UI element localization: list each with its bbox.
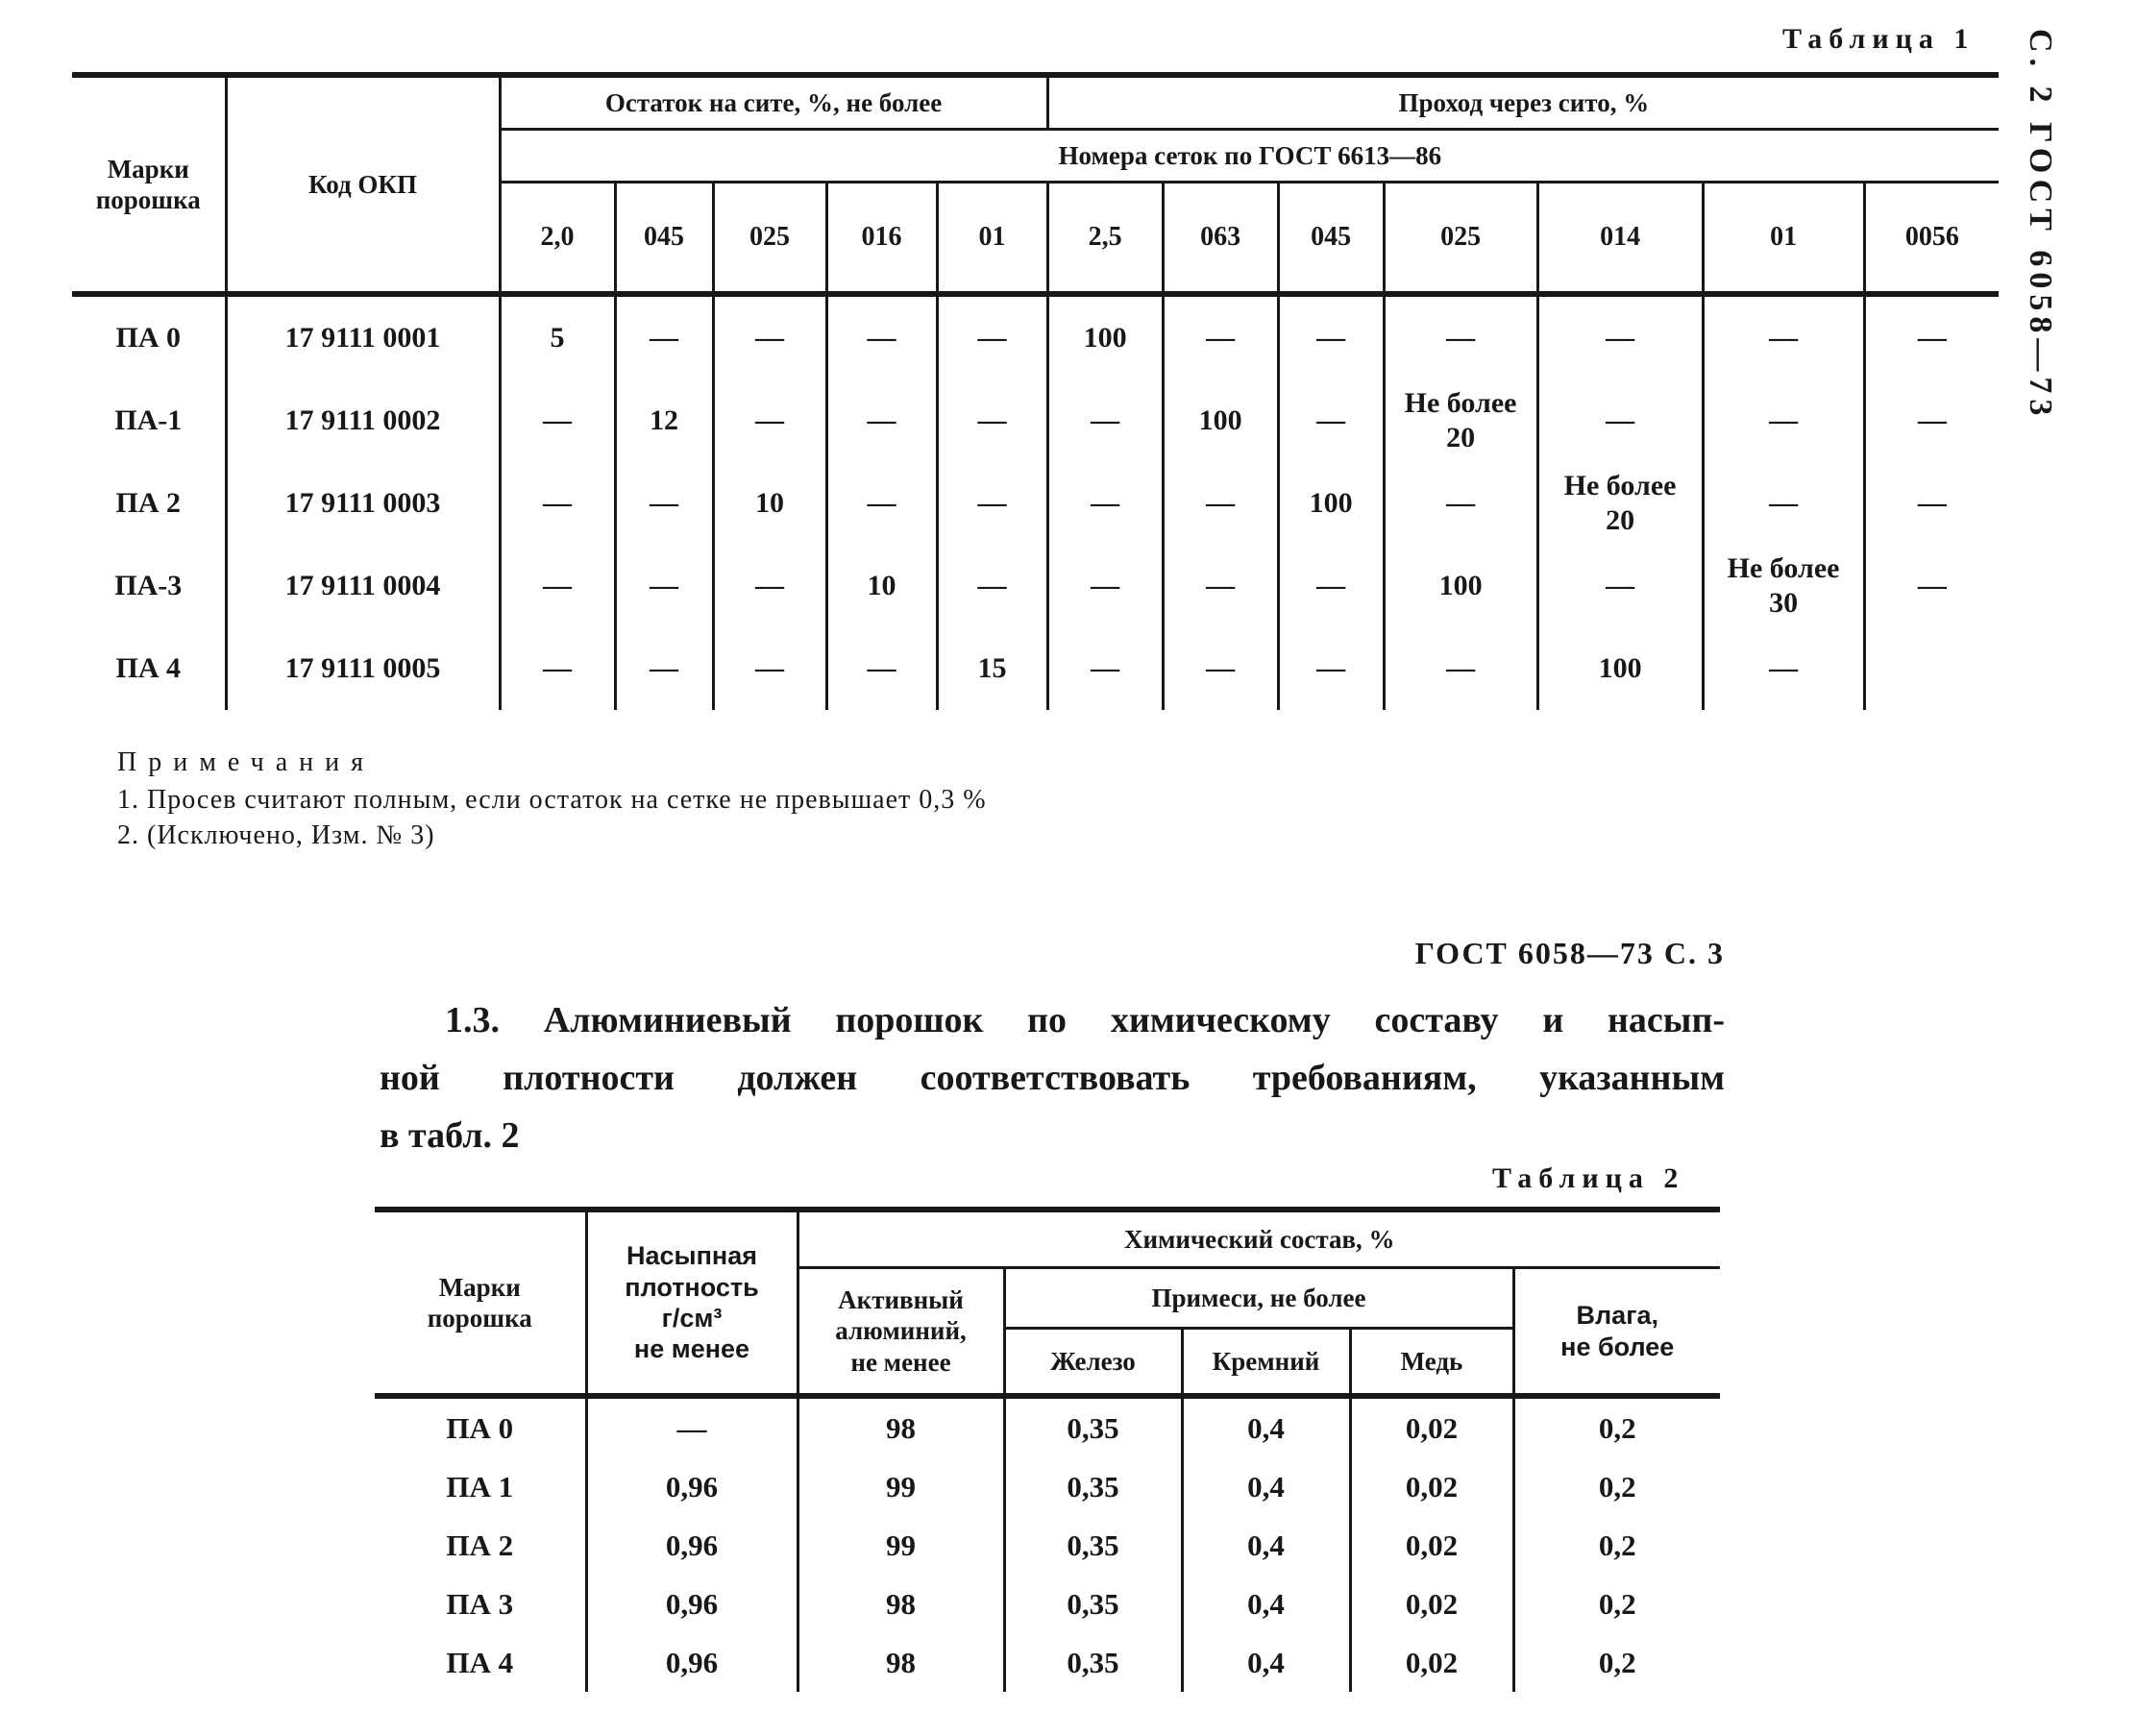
table-cell: 0,4 <box>1182 1516 1350 1575</box>
table-cell: — <box>1537 545 1703 627</box>
t2-header-impurities: Примеси, не более <box>1004 1268 1513 1329</box>
t2-header-bulk-density: Насыпная плотность г/см³ не менее <box>586 1210 798 1396</box>
table-cell: 17 9111 0001 <box>226 294 500 379</box>
table-cell: 0,35 <box>1004 1575 1182 1633</box>
table-cell: 100 <box>1047 294 1163 379</box>
table-cell: 98 <box>798 1396 1004 1457</box>
table-cell: 0,35 <box>1004 1516 1182 1575</box>
page3-heading: ГОСТ 6058—73 С. 3 <box>1414 936 1725 970</box>
table-cell: 99 <box>798 1457 1004 1516</box>
table-row <box>375 1457 1720 1516</box>
table-cell: 100 <box>1537 627 1703 710</box>
table-row <box>375 1575 1720 1633</box>
table-cell: — <box>615 627 713 710</box>
table-cell: — <box>1384 294 1537 379</box>
table-cell: 0,2 <box>1598 1645 1636 1679</box>
table-cell: — <box>1703 627 1864 710</box>
table-cell: — <box>1163 545 1278 627</box>
notes-title: Примечания <box>117 747 376 777</box>
t1-header-pass-through-sieve: Проход через сито, % <box>1047 75 1999 130</box>
table-cell: 0,2 <box>1598 1410 1636 1445</box>
table1-body <box>72 294 1999 710</box>
t1-col-sieve-6: 063 <box>1163 183 1278 295</box>
table2-caption: Таблица 2 <box>1492 1162 1685 1194</box>
page-side-label: С. 2 ГОСТ 6058—73 <box>2023 29 2058 422</box>
t1-col-sieve-3: 016 <box>826 183 937 295</box>
t1-col-sieve-7: 045 <box>1278 183 1384 295</box>
t1-col-sieve-9: 014 <box>1537 183 1703 295</box>
table-cell: — <box>937 545 1047 627</box>
table-cell: 15 <box>937 627 1047 710</box>
t1-header-okp-code: Код ОКП <box>226 75 500 294</box>
table-cell: ПА 4 <box>72 627 226 710</box>
table-cell: 12 <box>615 379 713 462</box>
table-cell: 0,96 <box>586 1633 798 1692</box>
table-cell: ПА 0 <box>375 1396 586 1457</box>
paragraph-line: в табл. 2 <box>380 1115 520 1156</box>
table-cell: ПА 3 <box>375 1575 586 1633</box>
table-cell: 0,96 <box>586 1516 798 1575</box>
table-cell: — <box>1278 627 1384 710</box>
paragraph-line: ной плотности должен соответствовать требованиям, указанным <box>380 1058 1725 1098</box>
table-cell: — <box>615 294 713 379</box>
table-cell: — <box>1163 462 1278 545</box>
table-cell: — <box>1917 404 1947 436</box>
table-cell: 17 9111 0003 <box>226 462 500 545</box>
t2-header-powder-grade: Марки порошка <box>375 1210 586 1396</box>
paragraph-line: 1.3. Алюминиевый порошок по химическому составу и насып- <box>445 1000 1725 1040</box>
table-cell: — <box>1047 462 1163 545</box>
table-cell: ПА-1 <box>72 379 226 462</box>
table-cell: 0,35 <box>1004 1457 1182 1516</box>
t1-col-sieve-8: 025 <box>1384 183 1537 295</box>
table-cell: — <box>1537 294 1703 379</box>
table-cell: ПА 4 <box>375 1633 586 1692</box>
table-cell: 17 9111 0002 <box>226 379 500 462</box>
note-item: 1. Просев считают полным, если остаток на сетке не превышает 0,3 % <box>117 785 987 815</box>
table-cell: 0,02 <box>1350 1457 1513 1516</box>
table-cell: — <box>1047 545 1163 627</box>
table-row <box>72 379 1999 462</box>
table-cell: 0,4 <box>1182 1396 1350 1457</box>
table-cell: ПА 2 <box>375 1516 586 1575</box>
table-cell: 100 <box>1163 379 1278 462</box>
table-cell: — <box>1703 379 1864 462</box>
t2-header-moisture: Влага, не более <box>1513 1268 1720 1397</box>
table-cell: — <box>713 545 826 627</box>
table-cell: — <box>713 379 826 462</box>
table-cell: 98 <box>798 1633 1004 1692</box>
table-cell: — <box>1917 570 1947 601</box>
table-cell: — <box>1384 462 1537 545</box>
table-cell: 0,2 <box>1598 1528 1636 1562</box>
table-cell: ПА 0 <box>72 294 226 379</box>
table-cell: 0,4 <box>1182 1633 1350 1692</box>
table-cell: 0,2 <box>1598 1586 1636 1621</box>
table-cell: 5 <box>500 294 615 379</box>
t2-col-silicon: Кремний <box>1182 1329 1350 1397</box>
table-cell: — <box>937 294 1047 379</box>
table-cell: — <box>586 1396 798 1457</box>
t1-col-sieve-5: 2,5 <box>1047 183 1163 295</box>
table-cell: — <box>615 462 713 545</box>
table-cell: — <box>826 294 937 379</box>
table-cell: — <box>1047 627 1163 710</box>
table-cell: Не более 30 <box>1703 545 1864 627</box>
table-cell: 0,02 <box>1350 1575 1513 1633</box>
t1-header-mesh-numbers: Номера сеток по ГОСТ 6613—86 <box>500 130 1999 183</box>
table-row <box>375 1633 1720 1692</box>
table-cell: 0,02 <box>1350 1396 1513 1457</box>
table-cell: — <box>1047 379 1163 462</box>
table-cell: — <box>826 627 937 710</box>
table-cell: — <box>500 627 615 710</box>
table2-chemical-composition <box>375 1207 1720 1692</box>
table-cell: 10 <box>713 462 826 545</box>
table-cell: — <box>826 462 937 545</box>
table-cell: Не более 20 <box>1537 462 1703 545</box>
table-cell: — <box>1163 627 1278 710</box>
table2-body <box>375 1396 1720 1692</box>
table-cell: — <box>937 462 1047 545</box>
table-cell: — <box>1278 379 1384 462</box>
table-cell: — <box>937 379 1047 462</box>
table1-caption: Таблица 1 <box>1782 23 1976 55</box>
table-cell: 10 <box>826 545 937 627</box>
t2-col-iron: Железо <box>1004 1329 1182 1397</box>
table-row <box>72 294 1999 379</box>
table-cell: — <box>1384 627 1537 710</box>
t1-header-residue-on-sieve: Остаток на сите, %, не более <box>500 75 1047 130</box>
table1-sieve-analysis <box>72 72 1999 710</box>
table-cell: 0,4 <box>1182 1575 1350 1633</box>
table-cell: 0,35 <box>1004 1396 1182 1457</box>
table-cell: — <box>1537 379 1703 462</box>
table-cell: — <box>713 627 826 710</box>
table-cell: — <box>615 545 713 627</box>
table-cell: — <box>1278 545 1384 627</box>
table-cell: — <box>1278 294 1384 379</box>
table-cell: — <box>713 294 826 379</box>
table-cell: 100 <box>1384 545 1537 627</box>
t1-header-powder-grade: Марки порошка <box>72 75 226 294</box>
table-cell: — <box>1703 294 1864 379</box>
table-cell: 17 9111 0004 <box>226 545 500 627</box>
table-row <box>72 462 1999 545</box>
table-cell: 98 <box>798 1575 1004 1633</box>
table-cell: 0,96 <box>586 1575 798 1633</box>
table-cell: — <box>1703 462 1864 545</box>
notes-block <box>117 745 1338 853</box>
table-row <box>375 1396 1720 1457</box>
table-cell: Не более 20 <box>1384 379 1537 462</box>
table-cell: ПА-3 <box>72 545 226 627</box>
table-cell: ПА 2 <box>72 462 226 545</box>
table-cell: — <box>1163 294 1278 379</box>
table-cell: 100 <box>1278 462 1384 545</box>
table-row <box>72 627 1999 710</box>
table-cell: — <box>500 379 615 462</box>
note-item: 2. (Исключено, Изм. № 3) <box>117 820 435 850</box>
table-cell: 17 9111 0005 <box>226 627 500 710</box>
t2-header-active-aluminium: Активный алюминий, не менее <box>798 1268 1004 1397</box>
table-cell: — <box>1917 322 1947 354</box>
t1-col-sieve-4: 01 <box>937 183 1047 295</box>
table-cell: ПА 1 <box>375 1457 586 1516</box>
table-cell: — <box>1917 487 1947 519</box>
t2-header-chemical-composition: Химический состав, % <box>798 1210 1720 1268</box>
table-cell: 0,35 <box>1004 1633 1182 1692</box>
t1-col-sieve-2: 025 <box>713 183 826 295</box>
t1-col-sieve-11: 0056 <box>1864 183 1999 295</box>
table-cell: 0,2 <box>1598 1469 1636 1504</box>
table-cell: 0,02 <box>1350 1633 1513 1692</box>
table-cell: 0,02 <box>1350 1516 1513 1575</box>
table-cell: — <box>500 462 615 545</box>
table-row <box>375 1516 1720 1575</box>
table-cell: 0,4 <box>1182 1457 1350 1516</box>
t1-col-sieve-10: 01 <box>1703 183 1864 295</box>
table-row <box>72 545 1999 627</box>
t1-col-sieve-1: 045 <box>615 183 713 295</box>
table-cell: — <box>826 379 937 462</box>
table-cell <box>1864 627 1999 710</box>
t2-col-copper: Медь <box>1350 1329 1513 1397</box>
table-cell: 99 <box>798 1516 1004 1575</box>
paragraph-1-3 <box>380 991 1725 1164</box>
table-cell: 0,96 <box>586 1457 798 1516</box>
table-cell: — <box>500 545 615 627</box>
t1-col-sieve-0: 2,0 <box>500 183 615 295</box>
